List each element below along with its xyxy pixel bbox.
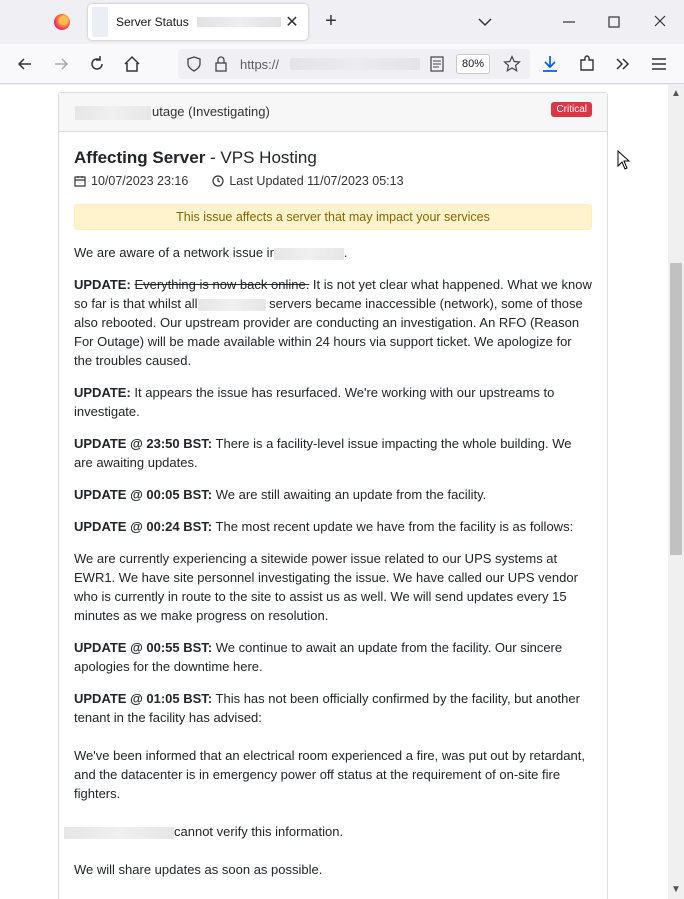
maximize-icon[interactable] — [606, 12, 622, 32]
shield-icon[interactable] — [186, 55, 202, 73]
hamburger-menu-icon[interactable] — [649, 54, 669, 74]
firefox-tab[interactable] — [44, 6, 80, 38]
vertical-scrollbar[interactable] — [668, 85, 684, 899]
status-badge: Critical — [551, 102, 592, 117]
new-tab-icon[interactable]: + — [325, 10, 337, 32]
last-updated: Last Updated 11/07/2023 05:13 — [229, 174, 404, 188]
redacted-text — [198, 299, 266, 311]
update-paragraph: UPDATE @ 23:50 BST: There is a facility-level issue impacting the whole building. We are awaiting updates. — [74, 436, 572, 470]
facility-quote: We are currently experiencing a sitewide power issue related to our UPS systems at EWR1. We have site personnel investigating the issue. We have called our UPS vendor who is currently in route to the site to assist us as well. We will send updates every 15 minutes as we make progress on resolution. — [74, 551, 578, 623]
site-favicon-icon — [92, 7, 108, 37]
scrollbar-thumb[interactable] — [670, 263, 682, 555]
update-paragraph: UPDATE @ 00:05 BST: We are still awaiting an update from the facility. — [74, 487, 487, 502]
tab-title: Server Status — [116, 15, 189, 29]
reader-view-icon[interactable] — [430, 56, 444, 72]
header-title-redacted — [75, 106, 151, 120]
extensions-icon[interactable] — [577, 54, 597, 74]
update-paragraph: UPDATE @ 00:24 BST: The most recent update we have from the facility is as follows: — [74, 519, 574, 534]
impact-alert: This issue affects a server that may impact your services — [74, 204, 592, 230]
update-paragraph: We will share updates as soon as possible. — [74, 862, 323, 877]
incident-date: 10/07/2023 23:16 — [91, 174, 189, 188]
window-close-icon[interactable] — [652, 12, 668, 32]
incident-card — [58, 92, 608, 899]
address-bar[interactable] — [178, 49, 530, 79]
tab-server-status[interactable] — [88, 4, 308, 40]
url-redacted — [290, 58, 420, 70]
card-header — [59, 93, 607, 132]
incident-meta — [74, 174, 592, 188]
back-icon[interactable] — [15, 54, 35, 74]
scroll-up-icon[interactable]: ▲ — [671, 88, 681, 99]
affecting-label: Affecting Server — [74, 148, 206, 167]
update-paragraph: UPDATE @ 01:05 BST: This has not been officially confirmed by the facility, but another tenant in the facility has advised: — [74, 691, 580, 725]
lock-icon[interactable] — [214, 55, 228, 73]
update-paragraph: UPDATE @ 00:55 BST: We continue to await an update from the facility. Our sincere apologies for the downtime here. — [74, 640, 563, 674]
mouse-cursor-icon — [617, 150, 631, 170]
tab-strip — [0, 0, 684, 44]
affecting-service: - VPS Hosting — [205, 148, 317, 167]
update-paragraph: cannot verify this information. — [64, 822, 592, 841]
close-tab-icon[interactable]: ✕ — [285, 14, 299, 31]
home-icon[interactable] — [122, 54, 142, 74]
card-body — [59, 132, 607, 895]
navigation-toolbar — [0, 44, 684, 84]
update-paragraph: We are aware of a network issue ir . — [74, 245, 348, 260]
chevron-down-icon[interactable] — [475, 12, 495, 32]
incident-title: utage (Investigating) — [152, 104, 270, 119]
calendar-icon — [74, 175, 86, 187]
downloads-icon[interactable] — [540, 54, 560, 74]
url-text: https:// — [240, 57, 280, 72]
scroll-down-icon[interactable]: ▼ — [671, 884, 681, 895]
update-paragraph: UPDATE: Everything is now back online. It is not yet clear what happened. What we know so far is that whilst all servers became inaccessible (network), some of those also rebooted. Our upstream provider are conducting an investigation. An RFO (Reason For Outage) will be made available within 24 hours via support ticket. We apologize for the troubles caused. — [74, 277, 592, 368]
firefox-icon — [54, 14, 70, 30]
zoom-level-button[interactable]: 80% — [456, 54, 490, 74]
bookmark-star-icon[interactable] — [503, 55, 521, 73]
clock-icon — [212, 175, 224, 187]
update-paragraph: UPDATE: It appears the issue has resurfaced. We're working with our upstreams to investigate. — [74, 385, 555, 419]
tab-title-redacted — [197, 17, 281, 27]
minimize-icon[interactable] — [561, 12, 577, 32]
overflow-chevron-icon[interactable] — [613, 54, 633, 74]
redacted-text — [274, 248, 344, 260]
affecting-heading — [74, 148, 592, 168]
reload-icon[interactable] — [87, 54, 107, 74]
tenant-quote: We've been informed that an electrical room experienced a fire, was put out by retardant, and the datacenter is in emergency power off status at the requirement of on-site fire fighters. — [74, 748, 585, 801]
page-viewport — [0, 85, 668, 899]
forward-icon[interactable] — [51, 54, 71, 74]
redacted-text — [64, 827, 174, 839]
